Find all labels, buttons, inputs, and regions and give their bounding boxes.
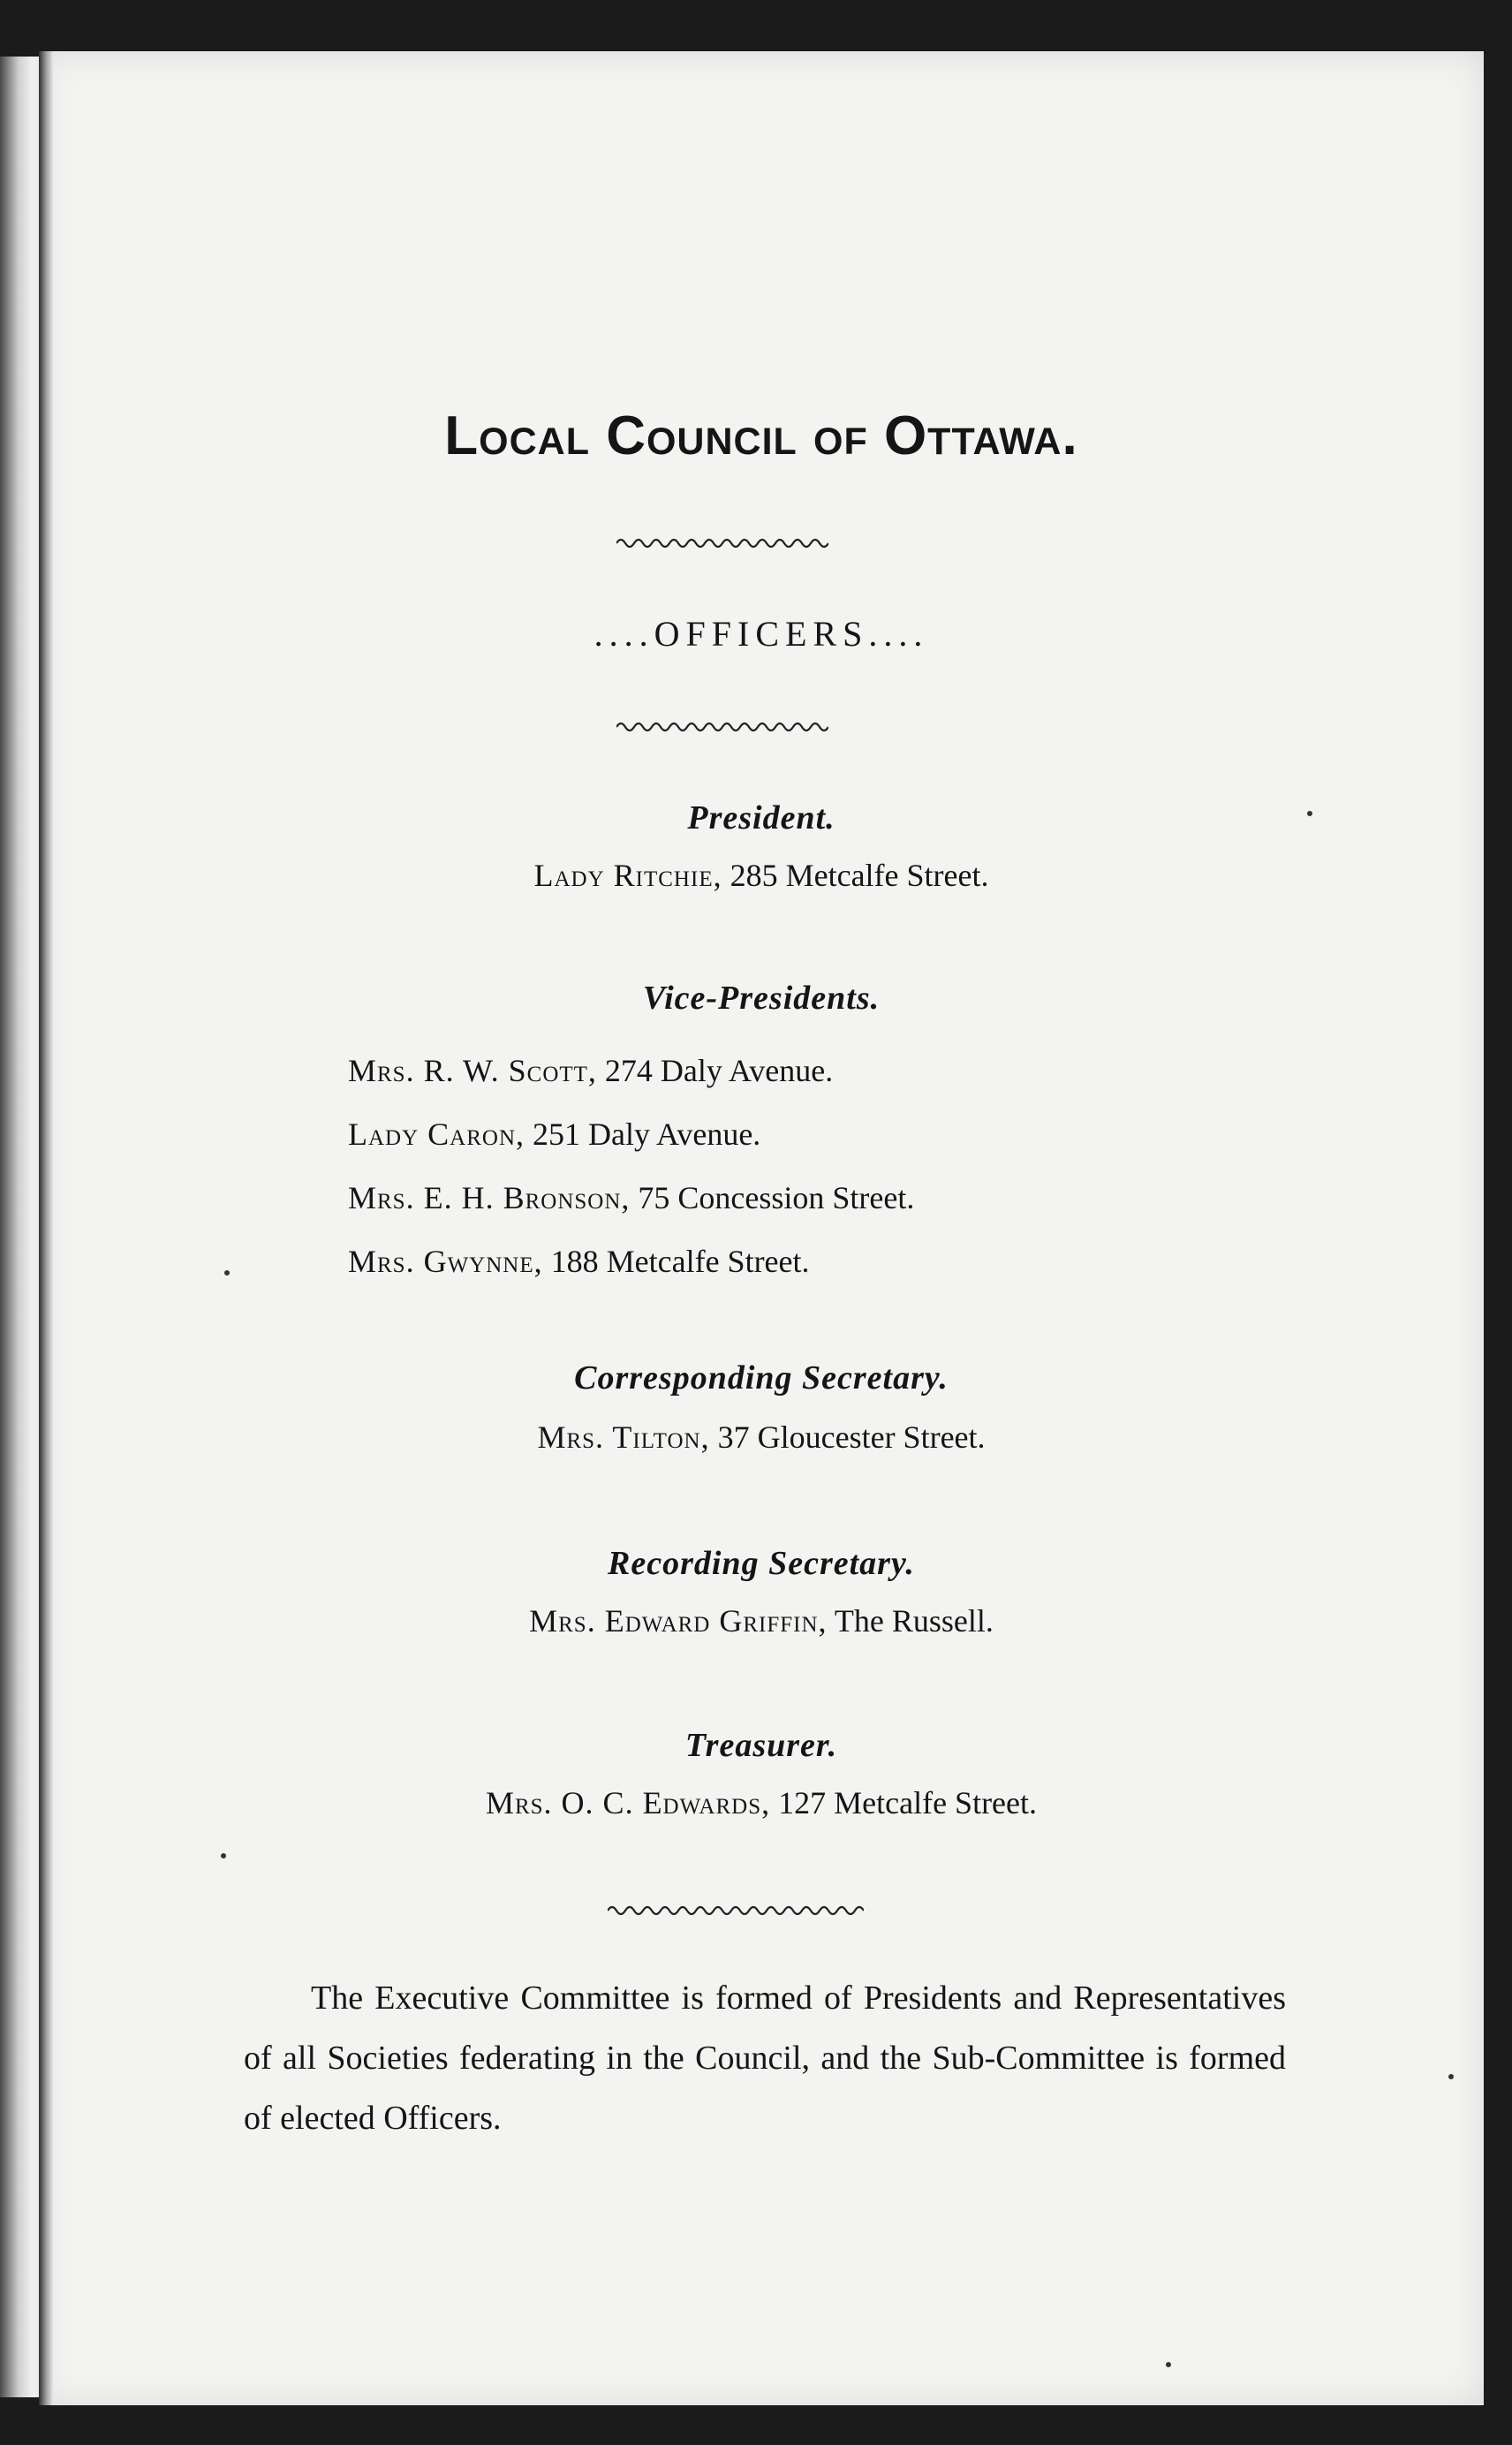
scan-speck xyxy=(221,1853,226,1858)
vice-president-name: Mrs. Gwynne, xyxy=(348,1244,543,1279)
recording-secretary-heading: Recording Secretary. xyxy=(608,1545,915,1582)
scan-speck xyxy=(1448,2074,1454,2079)
recording-secretary-entry xyxy=(39,1602,1484,1639)
treasurer-name: Mrs. O. C. Edwards, xyxy=(485,1785,771,1821)
list-item xyxy=(348,1166,914,1230)
executive-committee-note xyxy=(244,1968,1286,2148)
corresponding-secretary-address: 37 Gloucester Street. xyxy=(717,1419,986,1455)
officers-heading: ....OFFICERS.... xyxy=(593,614,929,654)
note-text: The Executive Committee is formed of Presidents and Representatives of all Societies federating in the Council, and the Sub-Committee is formed of elected Officers. xyxy=(244,1979,1286,2137)
treasurer-heading: Treasurer. xyxy=(684,1727,838,1764)
corresponding-secretary-name: Mrs. Tilton, xyxy=(537,1419,710,1455)
vice-president-name: Mrs. R. W. Scott, xyxy=(348,1053,597,1088)
recording-secretary-name: Mrs. Edward Griffin, xyxy=(529,1603,828,1639)
scan-speck xyxy=(1307,811,1312,816)
list-item xyxy=(348,1039,914,1102)
list-item xyxy=(348,1102,914,1166)
document-page xyxy=(39,51,1484,2405)
vice-presidents-heading: Vice-Presidents. xyxy=(642,980,881,1017)
ornamental-rule-officers xyxy=(616,717,828,737)
president-address: 285 Metcalfe Street. xyxy=(730,858,989,893)
corresponding-secretary-entry xyxy=(39,1419,1484,1456)
vice-president-address: 188 Metcalfe Street. xyxy=(550,1244,810,1279)
president-heading: President. xyxy=(687,799,835,836)
page-title: Local Council of Ottawa. xyxy=(444,405,1078,466)
scan-speck xyxy=(1166,2362,1171,2367)
vice-president-address: 251 Daly Avenue. xyxy=(533,1117,761,1152)
ornamental-rule-bottom xyxy=(608,1901,864,1920)
vice-presidents-list xyxy=(348,1039,914,1293)
page-content xyxy=(39,51,1484,2405)
vice-president-name: Lady Caron, xyxy=(348,1117,525,1152)
president-entry xyxy=(39,857,1484,894)
ornamental-rule-top xyxy=(616,534,828,553)
vice-president-name: Mrs. E. H. Bronson, xyxy=(348,1180,631,1215)
scan-speck xyxy=(224,1270,230,1275)
corresponding-secretary-heading: Corresponding Secretary. xyxy=(574,1359,949,1397)
president-name: Lady Ritchie, xyxy=(533,858,722,893)
recording-secretary-address: The Russell. xyxy=(834,1603,994,1639)
treasurer-address: 127 Metcalfe Street. xyxy=(778,1785,1038,1821)
vice-president-address: 75 Concession Street. xyxy=(638,1180,915,1215)
list-item xyxy=(348,1230,914,1293)
vice-president-address: 274 Daly Avenue. xyxy=(604,1053,834,1088)
treasurer-entry xyxy=(39,1784,1484,1821)
